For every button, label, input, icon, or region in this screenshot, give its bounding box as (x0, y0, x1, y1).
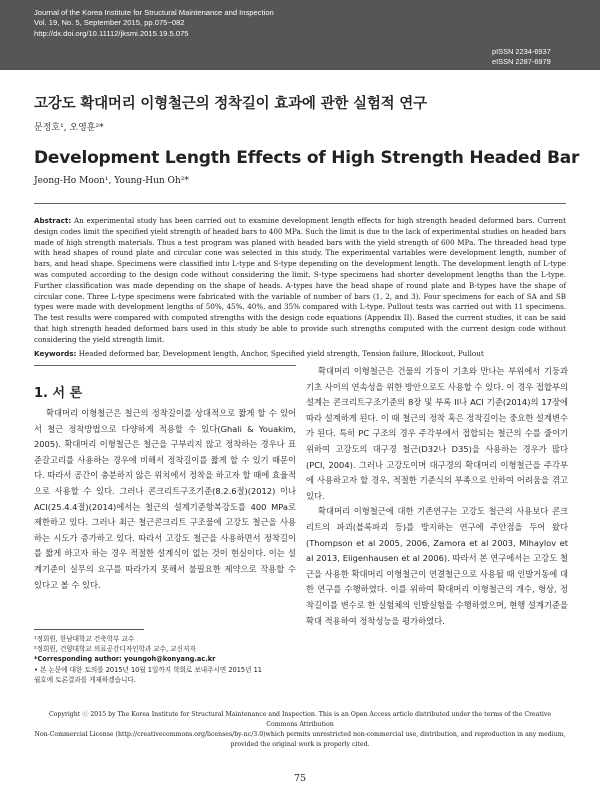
column-left (34, 406, 296, 593)
issn-info (492, 47, 551, 67)
page-number: 75 (293, 773, 307, 784)
keywords-bottom-divider (34, 365, 296, 366)
copyright-line-3: provided the original work is properly cited. (230, 741, 370, 748)
footnote-corresponding-author[interactable]: *Corresponding author: youngoh@konyang.ac.kr (34, 655, 216, 664)
footnote-discussion-1: • 본 논문에 대한 토의를 2015년 10월 1일까지 학회로 보내주시면 2015년 11 (34, 665, 262, 674)
intro-paragraph-1: 확대머리 이형철근은 철근의 정착길이를 상대적으로 짧게 할 수 있어서 철근 정착방법으로 다양하게 적용할 수 있다(Ghali & Youakim, 2005). 확대머리 이형철근은 철근을 구부리지 않고 정착하는 경우나 표준갈고리를 사용하는 경우에 비해서 정착길이를 짧게 할 수 있기 때문이다. 따라서 공간이 충분하지 않은 위치에서 정착을 하고자 할 때에 효율적으로 사용할 수 있다. 그러나 콘크리트구조기준(8.2.6절)(2012) 이나 ACI(25.4.4절)(2014)에서는 철근의 설계기준항복강도를 400 MPa로 제한하고 있다. 그러나 최근 철근콘크리트 구조물에 고강도 철근을 사용하는 시도가 증가하고 있다. 따라서 고강도 철근을 사용하면서 정착길이를 짧게 하고자 하는 경우 적절한 설계식이 없는 것이 현실이다. 이는 설계기준이 실무의 요구를 따라가지 못해서 불필요한 제약으로 작용할 수 있다고 볼 수 있다. (34, 408, 296, 590)
column-right (306, 364, 568, 629)
keywords-label: Keywords: (34, 349, 77, 358)
authors-english: Jeong-Ho Moon¹, Young-Hun Oh²* (34, 176, 189, 186)
paper-title-korean: 고강도 확대머리 이형철근의 정착길이 효과에 관한 실험적 연구 (34, 96, 427, 112)
abstract (34, 216, 566, 346)
journal-doi[interactable]: http://dx.doi.org/10.11112/jksmi.2015.19.5.075 (34, 28, 189, 38)
journal-name: Journal of the Korea Institute for Structural Maintenance and Inspection (34, 8, 274, 17)
pissn: pISSN 2234-6937 (492, 47, 551, 56)
abstract-text: An experimental study has been carried out to examine development length effects for high strength headed deformed bars. Current design codes limit the specified yield strength of headed bars to 400 MPa. Such the limit is due to the lack of experimental studies on headed bars made of high strength materials. Thus a test program was planed with headed bars with the yield strength of 600 MPa. The threaded head type with head shapes of round plate and circular cone was selected in this study. The experimental variables were development length, number of bars, and head shape. Specimens were classified into L-type and S-type depending on the development length. The development length of L-type was computed according to the design code without considering the limit. S-type specimens had shorter development lengths than the L-type. Further classification was made depending on the shape of heads. A-types have the head shape of round plate and B-types have the shape of circular cone. Three L-type specimens were fabricated with the variable of number of bars (1, 2, and 3). Four specimens for each of SA and SB types were made with development lengths of 50%, 45%, 40%, and 35% compared with L-type. Pullout tests was carried out with 11 specimens. The test results were compared with computed strengths with the design code equations (Appendix II). Based the current studies, it can be said that high strength headed deformed bars used in this study be able to provide such strengths computed with the current design code without considering the yield strength limit. (34, 216, 566, 344)
footnote-divider (34, 629, 144, 630)
journal-header-banner (0, 0, 600, 70)
authors-korean: 문정호¹, 오영훈²* (34, 123, 104, 133)
keywords (34, 349, 566, 359)
keywords-text: Headed deformed bar, Development length, Anchor, Specified yield strength, Tension failure, Blockout, Pullout (78, 349, 484, 358)
copyright-line-1: Copyright ⓒ 2015 by The Korea Institute for Structural Maintenance and Inspection. This is an Open Access article distributed under the terms of the Creative Commons Attribution (48, 711, 552, 728)
intro-paragraph-2: 확대머리 이형철근은 건물의 기둥이 기초와 만나는 부위에서 기둥과 기초 사이의 연속성을 위한 방안으로도 사용할 수 있다. 이 경우 접합부의 설계는 콘크리트구조기준의 8장 및 부록 II나 ACI 기준(2014)의 17장에 따라 설계하게 된다. 이 때 철근의 정착 혹은 정착길이는 중요한 설계변수가 된다. 특히 PC 구조의 경우 주각부에서 접합되는 철근의 수를 줄이기 위하여 고강도의 대구경 철근(D32나 D35)을 사용하는 경우가 많다(PCI, 2004). 그러나 고강도이며 대구경의 확대머리 이형철근을 주각부에 사용하고자 할 경우, 적절한 기준식의 부족으로 인하여 어려움을 겪고 있다. (306, 366, 568, 501)
intro-paragraph-3: 확대머리 이형철근에 대한 기존연구는 고강도 철근의 사용보다 콘크리트의 파괴(블록파괴 등)를 방지하는 연구에 주안점을 두어 왔다(Thompson et al 2005, 2006, Zamora et al 2003, Mihaylov et al 2013, Eligenhausen et al 2006). 따라서 본 연구에서는 고강도 철근을 사용한 확대머리 이형철근이 연결철근으로 사용될 때 인발거동에 대한 연구를 수행하였다. 이를 위하여 확대머리 이형철근의 개수, 형상, 정착길이를 변수로 한 실험체의 인발실험을 수행하였으며, 현행 설계기준을 확대 적용하여 정착성능을 평가하였다. (306, 506, 568, 626)
footnote-discussion-2: 월호에 토론결과를 게재하겠습니다. (34, 675, 136, 684)
eissn: eISSN 2287-6979 (492, 57, 551, 66)
paper-title-english: Development Length Effects of High Strength Headed Bar (34, 148, 580, 168)
copyright-notice (34, 710, 566, 750)
footnotes (34, 634, 296, 685)
section-heading-introduction: 1. 서 론 (34, 386, 83, 401)
abstract-label: Abstract: (34, 216, 72, 225)
journal-volume: Vol. 19, No. 5, September 2015, pp.075~082 (34, 18, 185, 28)
abstract-top-divider (34, 203, 566, 204)
footnote-affiliation-1: ¹정회원, 한남대학교 건축학부 교수 (34, 635, 135, 643)
footnote-affiliation-2: ²정회원, 건양대학교 의료공간디자인학과 교수, 교신저자 (34, 645, 196, 654)
journal-info (34, 8, 274, 39)
copyright-line-2: Non-Commercial License (http://creativecommons.org/licenses/by-nc/3.0)which permits unrestricted non-commercial use, distribution, and reproduction in any medium, (34, 731, 566, 738)
